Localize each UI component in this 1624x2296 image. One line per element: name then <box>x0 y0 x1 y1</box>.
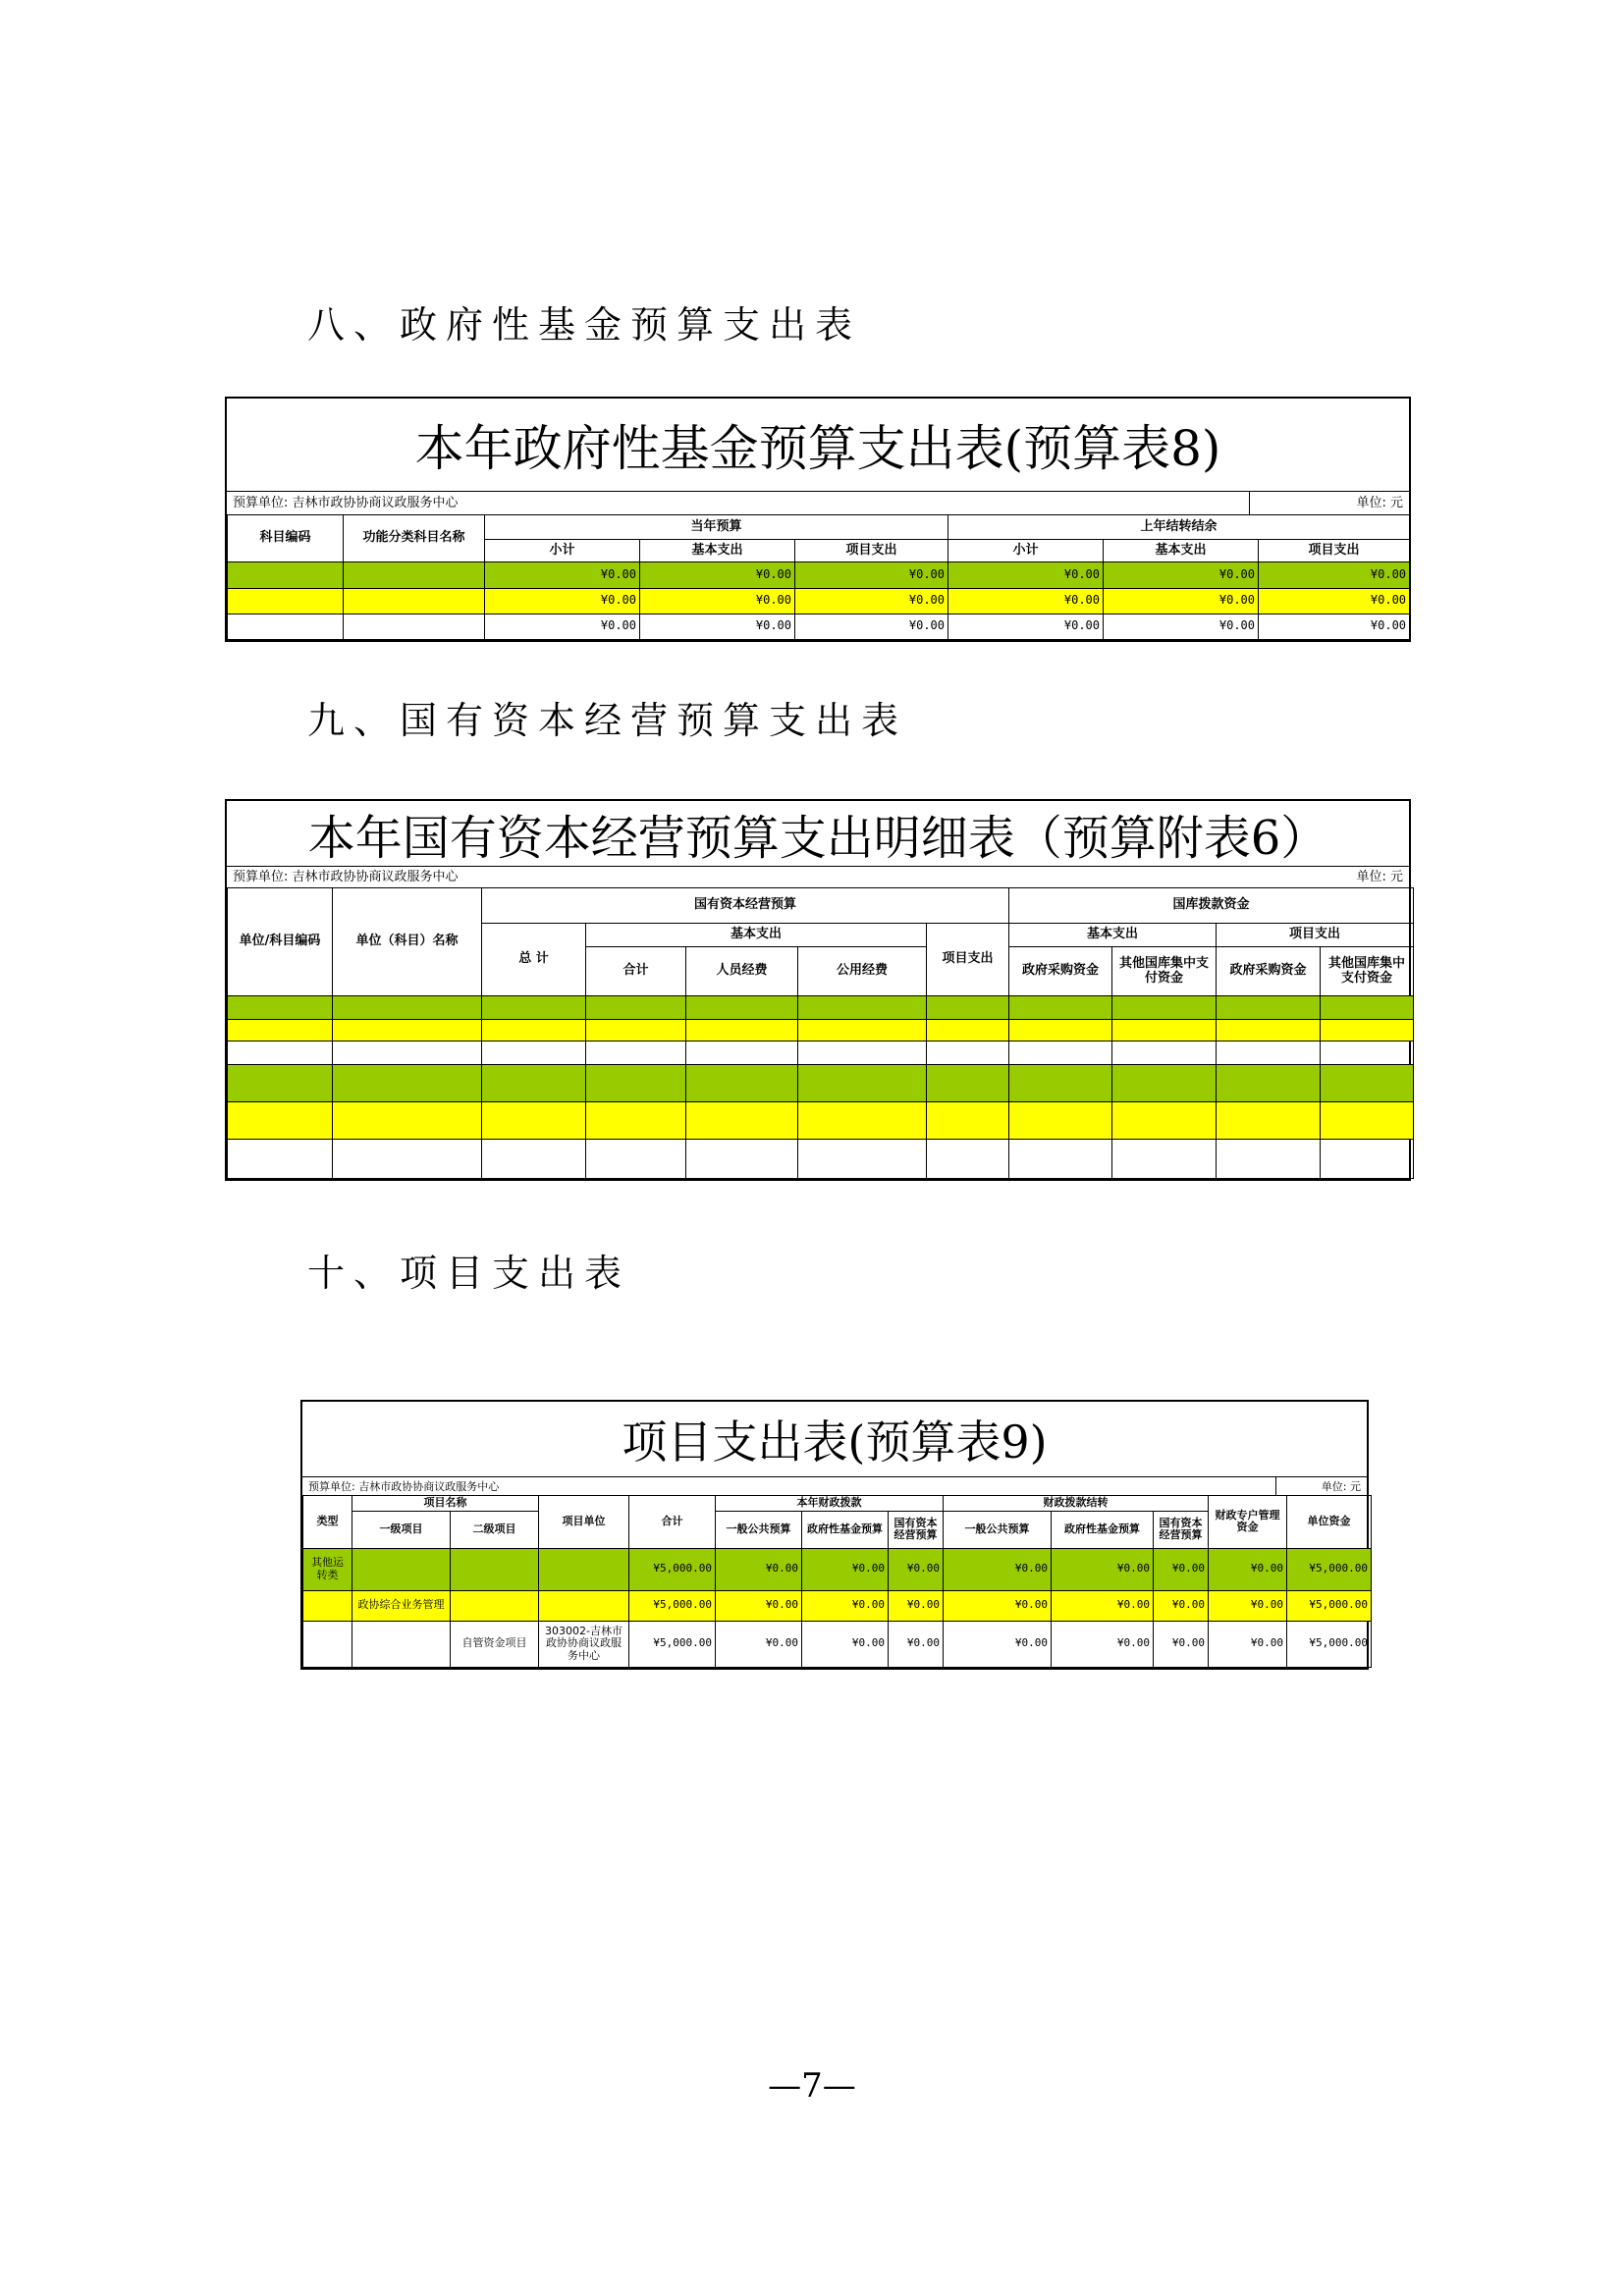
section-heading-8: 八、政府性基金预算支出表 <box>307 303 862 347</box>
table-row <box>303 1621 1372 1667</box>
cell-value: ¥0.00 <box>1259 588 1410 614</box>
header-subtotal: 小计 <box>948 540 1104 562</box>
cell-value: ¥0.00 <box>1259 614 1410 639</box>
cell-value: ¥0.00 <box>889 1621 944 1667</box>
cell-level2 <box>451 1548 539 1590</box>
project-expenditure-table <box>300 1400 1369 1670</box>
table-title: 本年政府性基金预算支出表(预算表8) <box>414 420 1221 477</box>
header-basic: 基本支出 <box>586 924 927 947</box>
cell-value: ¥0.00 <box>716 1548 802 1590</box>
header-other-central: 其他国库集中支付资金 <box>1112 947 1217 996</box>
header-treasury: 国库拨款资金 <box>1009 888 1414 924</box>
table-title: 本年国有资本经营预算支出明细表（预算附表6） <box>307 810 1328 866</box>
header-project: 项目支出 <box>927 924 1009 996</box>
cell-name <box>344 614 485 639</box>
table-row <box>228 996 1414 1020</box>
government-fund-table <box>225 397 1411 642</box>
table-row <box>228 614 1410 639</box>
header-sum: 合计 <box>586 947 686 996</box>
header-soe: 国有资本经营预算 <box>1154 1512 1209 1548</box>
header-unit-fund: 单位资金 <box>1287 1496 1372 1549</box>
cell-value: ¥0.00 <box>1104 614 1259 639</box>
cell-level1: 政协综合业务管理 <box>352 1590 451 1621</box>
cell-code <box>228 588 344 614</box>
cell-value: ¥5,000.00 <box>1287 1548 1372 1590</box>
header-treasury-basic: 基本支出 <box>1009 924 1217 947</box>
cell-value: ¥0.00 <box>640 588 795 614</box>
header-total: 合计 <box>629 1496 716 1549</box>
header-project: 项目支出 <box>795 540 948 562</box>
cell-unit <box>539 1548 629 1590</box>
header-special: 财政专户管理资金 <box>1209 1496 1287 1549</box>
cell-value: ¥0.00 <box>640 562 795 588</box>
header-personnel: 人员经费 <box>686 947 798 996</box>
header-public: 公用经费 <box>798 947 927 996</box>
table-row <box>228 1020 1414 1041</box>
soe-capital-table <box>225 799 1411 1181</box>
header-current: 当年预算 <box>485 515 948 540</box>
cell-level1 <box>352 1548 451 1590</box>
header-fund: 政府性基金预算 <box>802 1512 889 1548</box>
cell-value: ¥0.00 <box>1154 1590 1209 1621</box>
header-other-central: 其他国库集中支付资金 <box>1321 947 1414 996</box>
cell-value: ¥0.00 <box>948 614 1104 639</box>
section-heading-9: 九、国有资本经营预算支出表 <box>307 699 908 742</box>
budget-unit-label: 预算单位: 吉林市政协协商议政服务中心 <box>233 496 459 510</box>
budget-unit-label: 预算单位: 吉林市政协协商议政服务中心 <box>233 870 459 884</box>
cell-value: ¥0.00 <box>802 1590 889 1621</box>
header-level2: 二级项目 <box>451 1512 539 1548</box>
table-grid <box>227 514 1410 640</box>
cell-unit <box>539 1590 629 1621</box>
header-basic: 基本支出 <box>640 540 795 562</box>
cell-value: ¥0.00 <box>889 1548 944 1590</box>
table-grid <box>302 1495 1372 1668</box>
cell-value: ¥0.00 <box>944 1548 1052 1590</box>
currency-unit-label: 单位: 元 <box>1356 870 1403 884</box>
header-carryover: 财政拨款结转 <box>944 1496 1209 1512</box>
table-title: 项目支出表(预算表9) <box>622 1415 1048 1468</box>
table-row <box>228 562 1410 588</box>
header-subtotal: 小计 <box>485 540 640 562</box>
cell-value: ¥5,000.00 <box>629 1548 716 1590</box>
header-last: 上年结转结余 <box>948 515 1410 540</box>
currency-unit-label: 单位: 元 <box>1249 492 1409 514</box>
cell-level1 <box>352 1621 451 1667</box>
header-code: 单位/科目编码 <box>228 888 333 996</box>
cell-value: ¥0.00 <box>485 562 640 588</box>
header-current-fiscal: 本年财政拨款 <box>716 1496 944 1512</box>
cell-value: ¥0.00 <box>795 562 948 588</box>
header-project-name: 项目名称 <box>352 1496 539 1512</box>
cell-value: ¥0.00 <box>716 1621 802 1667</box>
header-gov-purchase: 政府采购资金 <box>1009 947 1112 996</box>
cell-value: ¥0.00 <box>889 1590 944 1621</box>
header-project: 项目支出 <box>1259 540 1410 562</box>
cell-value: ¥0.00 <box>948 562 1104 588</box>
cell-code <box>228 562 344 588</box>
cell-value: ¥0.00 <box>1209 1590 1287 1621</box>
cell-value: ¥0.00 <box>944 1590 1052 1621</box>
header-soe: 国有资本经营预算 <box>889 1512 944 1548</box>
table-row <box>228 1102 1414 1140</box>
cell-type <box>303 1621 352 1667</box>
cell-value: ¥0.00 <box>640 614 795 639</box>
cell-name <box>344 588 485 614</box>
cell-level2 <box>451 1590 539 1621</box>
cell-value: ¥0.00 <box>1104 562 1259 588</box>
table-row <box>303 1548 1372 1590</box>
cell-value: ¥0.00 <box>802 1621 889 1667</box>
cell-type: 其他运转类 <box>303 1548 352 1590</box>
header-general: 一般公共预算 <box>716 1512 802 1548</box>
cell-value: ¥0.00 <box>485 588 640 614</box>
cell-type <box>303 1590 352 1621</box>
cell-value: ¥0.00 <box>1052 1548 1154 1590</box>
header-treasury-project: 项目支出 <box>1217 924 1414 947</box>
table-row <box>228 1140 1414 1179</box>
cell-value: ¥0.00 <box>1104 588 1259 614</box>
cell-value: ¥0.00 <box>716 1590 802 1621</box>
cell-value: ¥0.00 <box>1259 562 1410 588</box>
cell-unit: 303002-吉林市政协协商议政服务中心 <box>539 1621 629 1667</box>
header-gov-purchase: 政府采购资金 <box>1217 947 1321 996</box>
header-project-unit: 项目单位 <box>539 1496 629 1549</box>
cell-value: ¥0.00 <box>1052 1590 1154 1621</box>
cell-value: ¥5,000.00 <box>1287 1621 1372 1667</box>
cell-value: ¥5,000.00 <box>629 1621 716 1667</box>
header-name: 功能分类科目名称 <box>344 515 485 562</box>
cell-value: ¥0.00 <box>1154 1548 1209 1590</box>
cell-value: ¥5,000.00 <box>1287 1590 1372 1621</box>
header-fund: 政府性基金预算 <box>1052 1512 1154 1548</box>
header-general: 一般公共预算 <box>944 1512 1052 1548</box>
cell-value: ¥0.00 <box>802 1548 889 1590</box>
page-number: —7— <box>768 2066 856 2106</box>
header-code: 科目编码 <box>228 515 344 562</box>
header-level1: 一级项目 <box>352 1512 451 1548</box>
currency-unit-label: 单位: 元 <box>1275 1477 1367 1495</box>
table-row <box>228 1041 1414 1065</box>
table-grid <box>227 887 1414 1179</box>
cell-value: ¥0.00 <box>485 614 640 639</box>
cell-level2: 自管资金项目 <box>451 1621 539 1667</box>
table-row <box>228 588 1410 614</box>
cell-value: ¥0.00 <box>944 1621 1052 1667</box>
header-basic: 基本支出 <box>1104 540 1259 562</box>
section-heading-10: 十、项目支出表 <box>307 1252 631 1295</box>
cell-value: ¥0.00 <box>795 588 948 614</box>
cell-value: ¥0.00 <box>948 588 1104 614</box>
cell-code <box>228 614 344 639</box>
budget-unit-label: 预算单位: 吉林市政协协商议政服务中心 <box>308 1480 500 1493</box>
header-type: 类型 <box>303 1496 352 1549</box>
cell-name <box>344 562 485 588</box>
cell-value: ¥0.00 <box>795 614 948 639</box>
cell-value: ¥0.00 <box>1209 1621 1287 1667</box>
cell-value: ¥0.00 <box>1209 1548 1287 1590</box>
header-total: 总 计 <box>482 924 586 996</box>
cell-value: ¥0.00 <box>1052 1621 1154 1667</box>
cell-value: ¥0.00 <box>1154 1621 1209 1667</box>
header-soe-budget: 国有资本经营预算 <box>482 888 1009 924</box>
table-row <box>303 1590 1372 1621</box>
cell-value: ¥5,000.00 <box>629 1590 716 1621</box>
table-row <box>228 1065 1414 1102</box>
header-name: 单位（科目）名称 <box>333 888 482 996</box>
